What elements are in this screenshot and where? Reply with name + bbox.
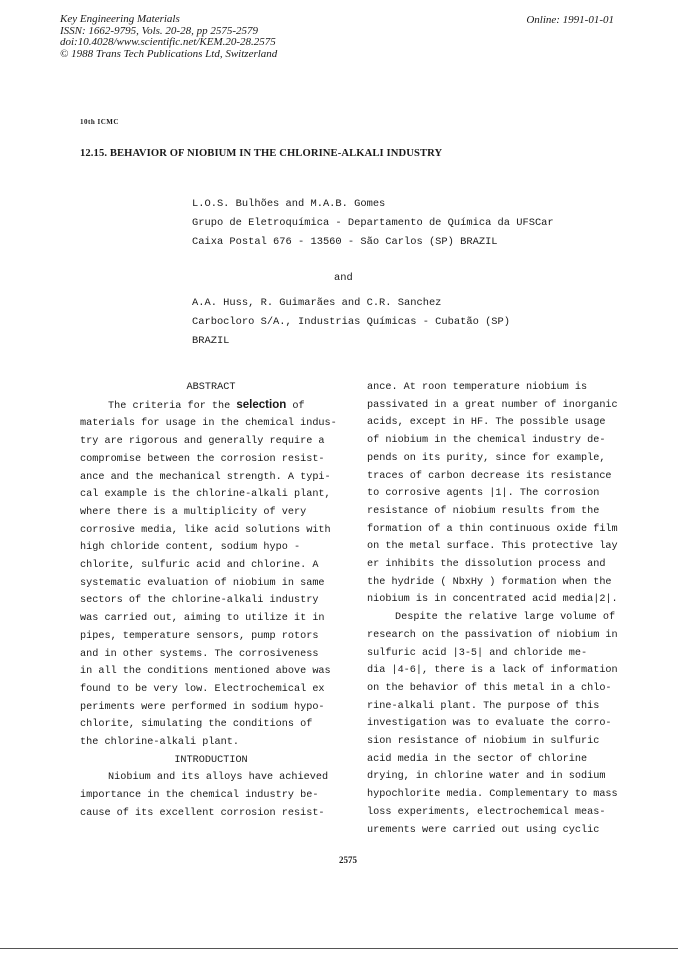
text-line: dia |4-6|, there is a lack of information [367,665,618,677]
authors-group-2: A.A. Huss, R. Guimarães and C.R. Sanchez [192,297,442,309]
text-line: where there is a multiplicity of very [80,506,307,518]
text-line: acid media in the sector of chlorine [367,753,588,765]
text-line: on the metal surface. This protective lay [367,541,618,553]
text-line: cause of its excellent corrosion resist- [80,807,325,819]
abstract-first-line [80,397,342,416]
doi-line: doi:10.4028/www.scientific.net/KEM.20-28.2575 [60,36,276,48]
text-line: acids, except in HF. The possible usage [367,417,606,429]
text-line: Despite the relative large volume of [395,612,616,624]
text-line: sion resistance of niobium in sulfuric [367,736,600,748]
text-line: formation of a thin continuous oxide film [367,523,618,535]
text-line: investigation was to evaluate the corro- [367,718,612,730]
text-line: er inhibits the dissolution process and [367,559,606,571]
right-column [367,379,629,839]
text-line: drying, in chlorine water and in sodium [367,771,606,783]
abstract-heading: ABSTRACT [186,382,236,393]
left-column [80,379,342,823]
text-line: ance. At roon temperature niobium is [367,382,588,393]
address-group-1: Caixa Postal 676 - 13560 - São Carlos (SP) BRAZIL [192,236,498,248]
text-line: periments were performed in sodium hypo- [80,701,325,713]
copyright-line: © 1988 Trans Tech Publications Ltd, Switzerland [60,47,278,60]
and-separator: and [334,272,353,284]
text-line: corrosive media, like acid solutions with [80,524,331,536]
text-line: rine-alkali plant. The purpose of this [367,700,600,712]
text-line: and in other systems. The corrosiveness [80,648,319,660]
text-line: traces of carbon decrease its resistance [367,470,612,482]
abstract-text: The criteria for the [108,400,237,412]
text-line: chlorite, simulating the conditions of [80,719,313,731]
issn-line: ISSN: 1662-9795, Vols. 20-28, pp 2575-2579 [60,24,258,37]
right-paragraph-1 [367,379,629,609]
text-line: pipes, temperature sensors, pump rotors [80,630,319,642]
text-line: to corrosive agents |1|. The corrosion [367,488,600,500]
text-line: Niobium and its alloys have achieved [108,772,329,784]
text-line: ance and the mechanical strength. A typi- [80,471,331,483]
journal-name: Key Engineering Materials [60,13,180,25]
text-line: pends on its purity, since for example, [367,452,606,464]
paper-title: 12.15. BEHAVIOR OF NIOBIUM IN THE CHLORINE-ALKALI INDUSTRY [80,148,443,159]
text-line: found to be very low. Electrochemical ex [80,683,325,695]
text-line: materials for usage in the chemical indus- [80,418,337,430]
text-line: the hydride ( NbxHy ) formation when the [367,576,612,588]
abstract-selection-word: selection [236,398,287,411]
introduction-body [80,769,342,822]
abstract-body [80,415,342,751]
text-line: sulfuric acid |3-5| and chloride me- [367,647,588,659]
text-line: loss experiments, electrochemical meas- [367,806,606,818]
text-line: high chloride content, sodium hypo - [80,542,301,554]
citation-block [60,14,277,60]
footer-rule [0,948,678,949]
text-line: chlorite, sulfuric acid and chlorine. A [80,560,319,572]
right-paragraph-2 [367,609,629,839]
abstract-text: of [286,400,305,412]
introduction-heading: INTRODUCTION [174,754,248,766]
affiliation-group-1: Grupo de Eletroquímica - Departamento de Química da UFSCar [192,217,554,229]
text-line: was carried out, aiming to utilize it in [80,613,325,625]
text-line: cal example is the chlorine-alkali plant, [80,489,331,501]
text-line: in all the conditions mentioned above was [80,666,331,678]
text-line: on the behavior of this metal in a chlo- [367,682,612,694]
text-line: hypochlorite media. Complementary to mass [367,789,618,801]
affiliation-group-2: Carbocloro S/A., Industrias Químicas - Cubatão (SP) [192,316,511,328]
text-line: of niobium in the chemical industry de- [367,435,606,447]
text-line: resistance of niobium results from the [367,505,600,517]
online-date: Online: 1991-01-01 [526,14,614,26]
conference-tag: 10th ICMC [80,118,119,126]
text-line: passivated in a great number of inorganic [367,399,618,411]
page-number: 2575 [339,855,357,865]
country-group-2: BRAZIL [192,335,230,347]
text-line: niobium is in concentrated acid media|2|. [367,594,618,606]
text-line: sectors of the chlorine-alkali industry [80,595,319,607]
text-line: urements were carried out using cyclic [367,824,600,836]
text-line: try are rigorous and generally require a [80,436,325,448]
text-line: the chlorine-alkali plant. [80,737,239,749]
text-line: importance in the chemical industry be- [80,790,319,802]
text-line: systematic evaluation of niobium in same [80,577,325,589]
text-line: research on the passivation of niobium in [367,629,618,641]
authors-group-1: L.O.S. Bulhões and M.A.B. Gomes [192,198,386,210]
text-line: compromise between the corrosion resist- [80,453,325,465]
